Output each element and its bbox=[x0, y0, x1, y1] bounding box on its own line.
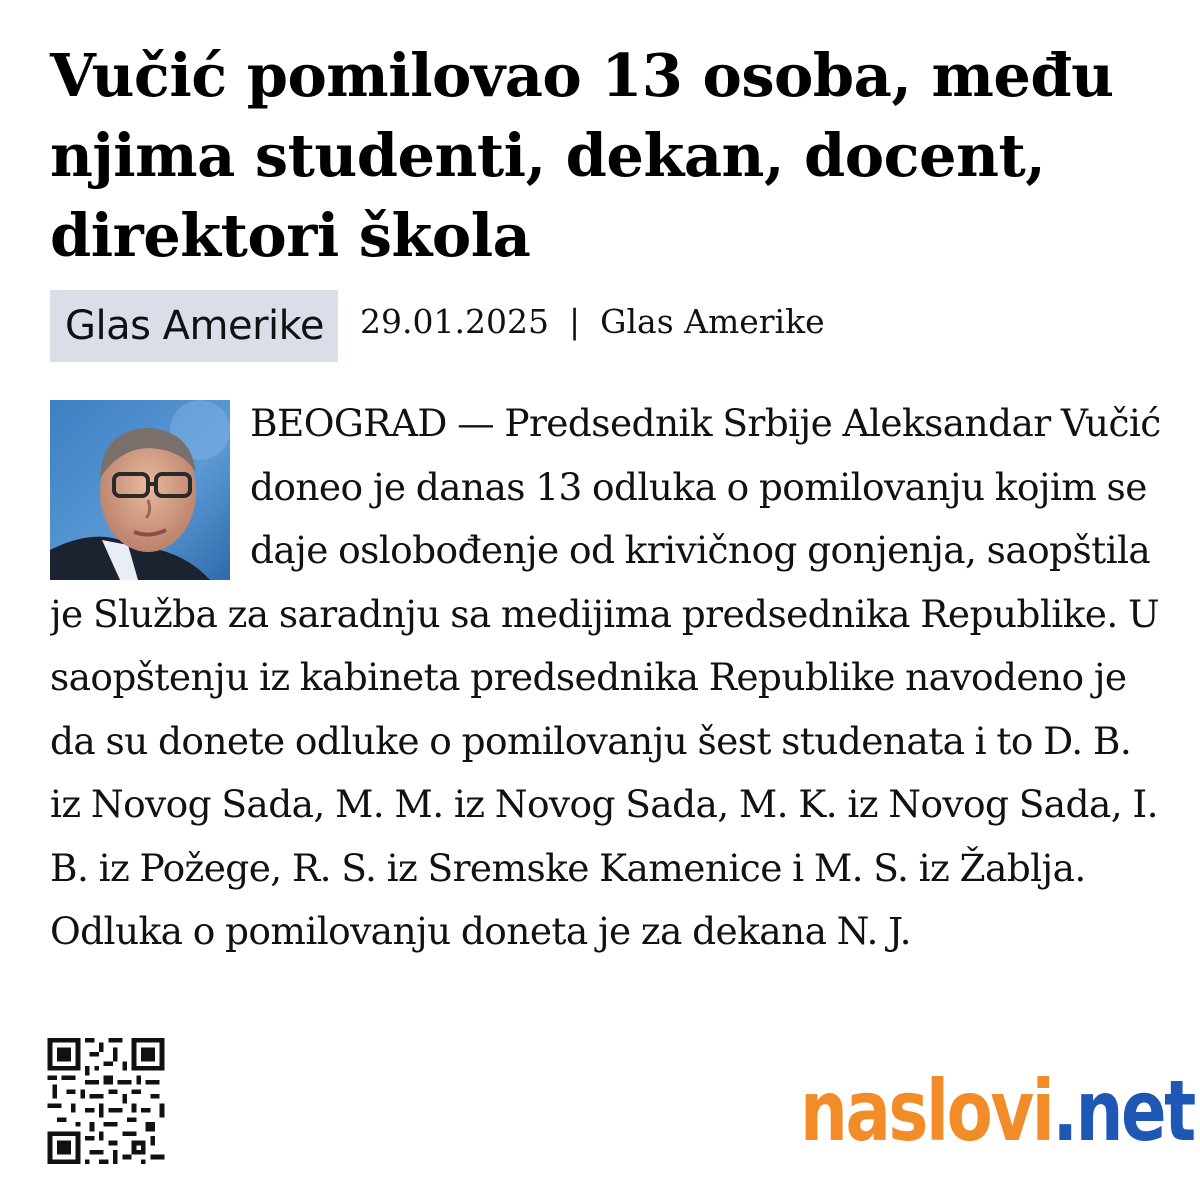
author-photo[interactable] bbox=[50, 400, 230, 580]
article-text: BEOGRAD — Predsednik Srbije Aleksandar Vučić doneo je danas 13 odluka o pomilovanju kojim se daje oslobođenje od krivičnog gonjenja, saopštila je Služba za saradnju sa medijima predsednika Republike. U saopštenju iz kabineta predsednika Republike navodeno je da su donete odluke o pomilovanju šest studenata i to D. B. iz Novog Sada, M. M. iz Novog Sada, M. K. iz Novog Sada, I. B. iz Požege, R. S. iz Sremske Kamenice i M. S. iz Žablja. Odluka o pomilovanju doneta je za dekana N. J. bbox=[50, 401, 1161, 953]
naslovi-logo[interactable] bbox=[800, 1062, 1194, 1172]
logo-text-naslovi: naslovi bbox=[800, 1062, 1053, 1160]
article-meta bbox=[50, 290, 825, 362]
qr-code-icon[interactable] bbox=[47, 1038, 165, 1164]
article-headline: Vučić pomilovao 13 osoba, među njima studenti, dekan, docent, direktori škola bbox=[50, 41, 1114, 270]
meta-separator: | bbox=[568, 301, 581, 341]
source-badge[interactable]: Glas Amerike bbox=[50, 290, 338, 362]
article-body bbox=[50, 392, 1162, 1002]
article-date: 29.01.2025 bbox=[360, 301, 549, 341]
meta-text bbox=[360, 302, 825, 341]
article-source: Glas Amerike bbox=[600, 301, 825, 341]
logo-text-net: .net bbox=[1052, 1062, 1194, 1160]
